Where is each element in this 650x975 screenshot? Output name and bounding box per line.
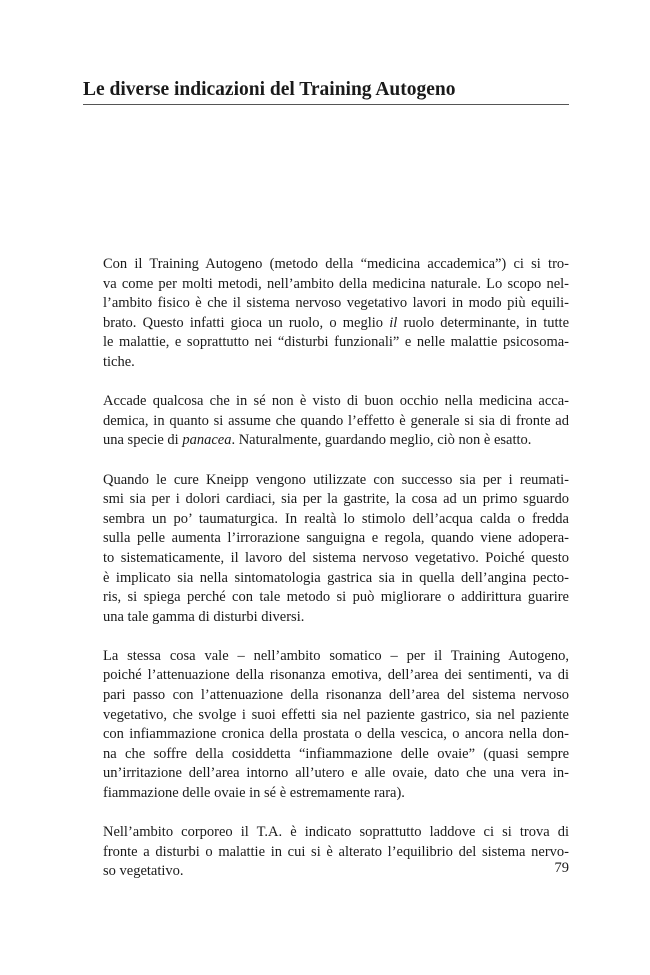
text-line: una tale gamma di disturbi diversi. — [103, 608, 305, 625]
text-line: tiche. — [103, 353, 135, 370]
text-line: pari passo con l’attenuazione della risonanza dell’area del sistema nervoso — [103, 687, 569, 704]
text-line: fronte a disturbi o malattie in cui si è alterato l’equilibrio del sistema nervo- — [103, 843, 569, 860]
title-rule — [83, 104, 569, 105]
paragraph-4 — [83, 647, 569, 804]
text-line: è implicato sia nella sintomatologia gastrica sia in quella dell’angina pecto- — [103, 569, 569, 586]
text-line: con infiammazione cronica della prostata o della vescica, o ancora nella don- — [103, 726, 569, 743]
text-run: ruolo determinante, in tutte — [397, 314, 570, 331]
text-line: na che soffre della cosiddetta “infiammazione delle ovaie” (quasi sempre — [103, 745, 569, 762]
text-line: vegetativo, che svolge i suoi effetti sia nel paziente gastrico, sia nel paziente — [103, 706, 569, 723]
text-line: sulla pelle aumenta l’irrorazione sanguigna e regola, quando viene adopera- — [103, 530, 569, 547]
paragraph-2 — [83, 392, 569, 451]
text-line: demica, in quanto si assume che quando l’effetto è generale si sia di fronte ad — [103, 412, 569, 429]
text-line: Quando le cure Kneipp vengono utilizzate con successo sia per i reumati- — [103, 471, 569, 488]
chapter-title: Le diverse indicazioni del Training Autogeno — [83, 79, 456, 100]
text-line: Accade qualcosa che in sé non è visto di buon occhio nella medicina acca- — [103, 393, 569, 410]
text-run: . Naturalmente, guardando meglio, ciò non è esatto. — [231, 432, 532, 449]
text-run: brato. Questo infatti gioca un ruolo, o meglio — [103, 314, 390, 331]
page-number: 79 — [554, 860, 569, 876]
paragraph-5 — [83, 823, 569, 882]
text-line: Nell’ambito corporeo il T.A. è indicato soprattutto laddove ci si trova di — [103, 824, 569, 841]
text-line: ris, si spiega perché con tale metodo si può migliorare o addirittura guarire — [103, 589, 569, 606]
paragraph-3 — [83, 471, 569, 628]
emphasis-word: il — [389, 314, 398, 331]
text-line: Con il Training Autogeno (metodo della “medicina accademica”) ci si tro- — [103, 256, 569, 272]
text-line: smi sia per i dolori cardiaci, sia per la gastrite, la cosa ad un primo sguardo — [103, 491, 569, 508]
body-text — [83, 255, 569, 902]
text-line: fiammazione delle ovaie in sé è estremamente rara). — [103, 785, 405, 802]
text-line: le malattie, e soprattutto nei “disturbi funzionali” e nelle malattie psicosoma- — [103, 334, 569, 351]
text-line: sembra un po’ taumaturgica. In realtà lo stimolo dell’acqua calda o fredda — [103, 510, 569, 527]
text-line: to sistematicamente, il lavoro del sistema nervoso vegetativo. Poiché questo — [103, 549, 569, 566]
paragraph-1 — [83, 255, 569, 373]
emphasis-word: panacea — [182, 432, 232, 449]
text-line: so vegetativo. — [103, 863, 184, 880]
text-run: una specie di — [103, 432, 183, 449]
text-line — [83, 431, 569, 451]
text-line: poiché l’attenuazione della risonanza emotiva, dell’area dei sentimenti, va di — [103, 667, 569, 684]
text-line — [83, 314, 569, 334]
text-line: va come per molti metodi, nell’ambito della medicina naturale. Lo scopo nel- — [103, 275, 569, 292]
text-line: La stessa cosa vale – nell’ambito somatico – per il Training Autogeno, — [103, 647, 569, 664]
text-line: l’ambito fisico è che il sistema nervoso vegetativo lavori in modo più equili- — [103, 295, 569, 312]
text-line: un’irritazione dell’area intorno all’utero e alle ovaie, dato che una vera in- — [103, 765, 569, 782]
